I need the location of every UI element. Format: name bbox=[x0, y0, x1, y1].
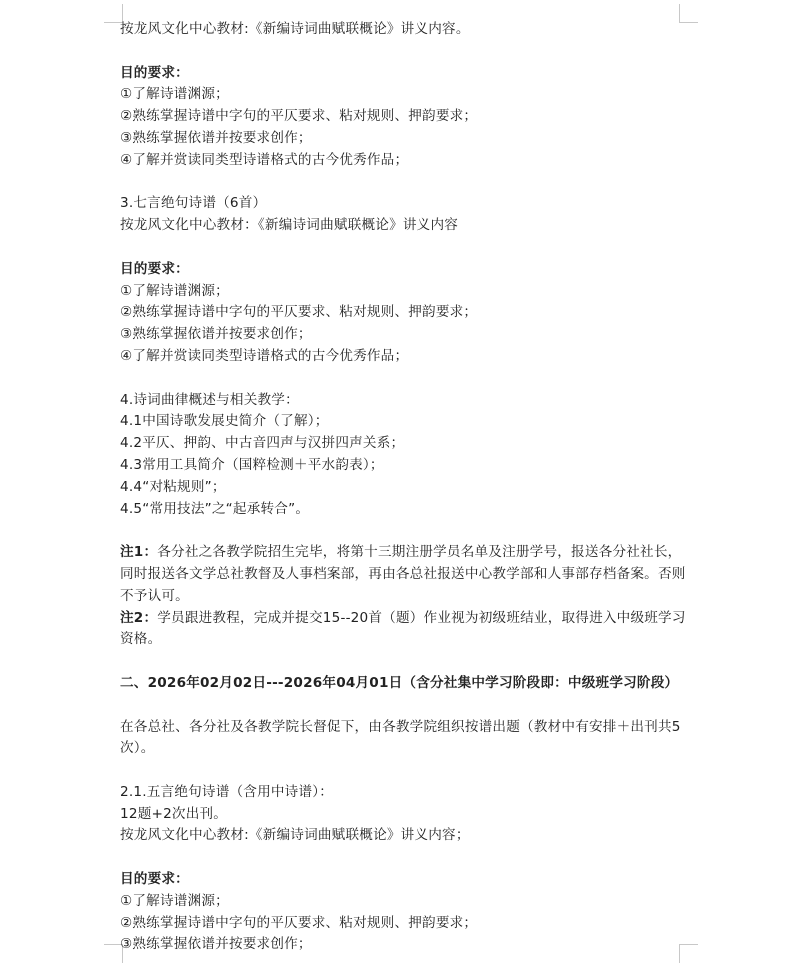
text-line: ④了解并赏读同类型诗谱格式的古今优秀作品； bbox=[120, 347, 409, 364]
text-line: ③熟练掌握依谱并按要求创作； bbox=[120, 326, 312, 343]
text-line: ④了解并赏读同类型诗谱格式的古今优秀作品； bbox=[120, 151, 409, 168]
blank-line bbox=[120, 760, 692, 782]
text-line: 4.1中国诗歌发展史简介（了解）； bbox=[120, 413, 329, 430]
note-text: 学员跟进教程，完成并提交15--20首（题）作业视为初级班结业，取得进入中级班学习资格。 bbox=[120, 609, 686, 648]
text-line: ①了解诗谱渊源； bbox=[120, 282, 229, 299]
blank-line bbox=[120, 520, 692, 542]
text-line: 按龙风文化中心教材:《新编诗词曲赋联概论》讲义内容。 bbox=[120, 21, 470, 37]
text-line: ③熟练掌握依谱并按要求创作； bbox=[120, 936, 312, 953]
blank-line bbox=[120, 695, 692, 717]
text-line: 按龙风文化中心教材:《新编诗词曲赋联概论》讲义内容； bbox=[120, 827, 470, 844]
text-line: 3.七言绝句诗谱（6首） bbox=[120, 195, 267, 212]
heading-line: 目的要求： bbox=[120, 871, 189, 888]
blank-line bbox=[120, 847, 692, 869]
heading-line: 目的要求： bbox=[120, 260, 189, 277]
blank-line bbox=[120, 368, 692, 390]
text-line: ②熟练掌握诗谱中字句的平仄要求、粘对规则、押韵要求； bbox=[120, 304, 478, 321]
text-line: 按龙风文化中心教材：《新编诗词曲赋联概论》讲义内容 bbox=[120, 217, 459, 234]
text-line: 4.诗词曲律概述与相关教学： bbox=[120, 391, 299, 408]
text-line: 4.3常用工具简介（国粹检测＋平水韵表）； bbox=[120, 456, 384, 473]
text-line: 在各总社、各分社及各教学院长督促下，由各教学院组织按谱出题（教材中有安排＋出刊共5次）。 bbox=[120, 718, 681, 757]
blank-line bbox=[120, 237, 692, 259]
text-line: ③熟练掌握依谱并按要求创作； bbox=[120, 129, 312, 146]
heading-line: 目的要求： bbox=[120, 64, 189, 81]
text-line: ②熟练掌握诗谱中字句的平仄要求、粘对规则、押韵要求； bbox=[120, 914, 478, 931]
note-label: 注2： bbox=[120, 609, 158, 626]
text-line bbox=[120, 542, 692, 607]
heading-line: 二、2026年02月02日---2026年04月01日（含分社集中学习阶段即：中级班学习阶段） bbox=[120, 674, 679, 691]
text-line: 2.1.五言绝句诗谱（含用中诗谱）： bbox=[120, 783, 334, 800]
document-body bbox=[120, 19, 692, 956]
note-label: 注1： bbox=[120, 544, 158, 561]
note-text: 各分社之各教学院招生完毕，将第十三期注册学员名单及注册学号，报送各分社社长，同时报送各文学总社教督及人事档案部，再由各总社报送中心教学部和人事部存档备案。否则不予认可。 bbox=[120, 544, 686, 604]
blank-line bbox=[120, 41, 692, 63]
text-line: 4.5“常用技法”之“起承转合”。 bbox=[120, 500, 310, 517]
text-line: ①了解诗谱渊源； bbox=[120, 86, 229, 103]
text-line: ①了解诗谱渊源； bbox=[120, 892, 229, 909]
text-line: 4.2平仄、押韵、中古音四声与汉拼四声关系； bbox=[120, 435, 405, 452]
text-line: 12题+2次出刊。 bbox=[120, 805, 228, 822]
blank-line bbox=[120, 172, 692, 194]
text-line: 4.4“对粘规则”； bbox=[120, 478, 226, 495]
blank-line bbox=[120, 651, 692, 673]
text-line: ②熟练掌握诗谱中字句的平仄要求、粘对规则、押韵要求； bbox=[120, 108, 478, 125]
text-line bbox=[120, 608, 692, 652]
